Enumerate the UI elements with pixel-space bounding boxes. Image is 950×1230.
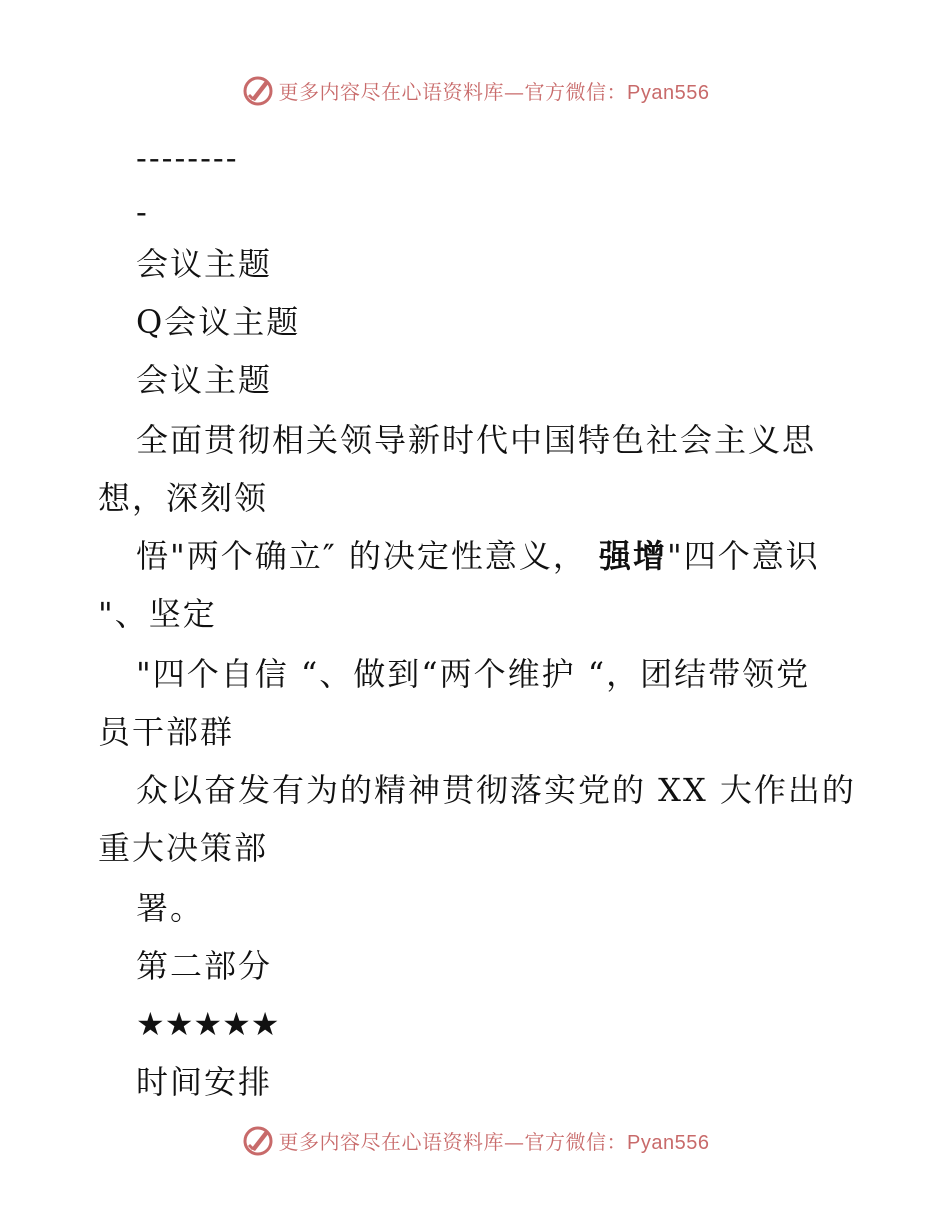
meeting-topic-heading: 会议主题: [136, 245, 273, 283]
paragraph-line: 众以奋发有为的精神贯彻落实党的 XX 大作出的: [136, 771, 856, 809]
dash-line: --------: [136, 139, 239, 177]
paragraph-line: 署。: [136, 889, 205, 927]
quill-logo-icon: [241, 73, 275, 107]
paragraph-line: "四个自信 “、做到“两个维护 “，团结带领党: [136, 655, 811, 693]
quill-logo-icon: [241, 1123, 275, 1157]
paragraph-line: 员干部群: [98, 713, 235, 751]
banner-text: 更多内容尽在心语资料库—官方微信：Pyan556: [278, 1129, 710, 1154]
dash-single: -: [136, 193, 149, 231]
banner-wechat: Pyan556: [627, 1131, 710, 1154]
emphasized-word: 强增: [599, 537, 668, 575]
paragraph-line: 悟"两个确立″ 的决定性意义， 强增"四个意识: [136, 537, 820, 575]
schedule-heading: 时间安排: [136, 1063, 273, 1101]
star-rating: ★★★★★: [136, 1005, 280, 1043]
paragraph-line: "、坚定: [98, 595, 217, 633]
paragraph-line: 重大决策部: [98, 829, 269, 867]
meeting-topic-label: 会议主题: [136, 361, 273, 399]
header-banner: [0, 70, 950, 110]
paragraph-line: 全面贯彻相关领导新时代中国特色社会主义思: [136, 421, 817, 459]
meeting-topic-q: Q会议主题: [136, 303, 301, 341]
paragraph-line: 想，深刻领: [98, 479, 269, 517]
section-heading: 第二部分: [136, 947, 273, 985]
banner-text: 更多内容尽在心语资料库—官方微信：Pyan556: [278, 79, 710, 104]
banner-wechat: Pyan556: [627, 81, 710, 104]
footer-banner: [0, 1120, 950, 1160]
